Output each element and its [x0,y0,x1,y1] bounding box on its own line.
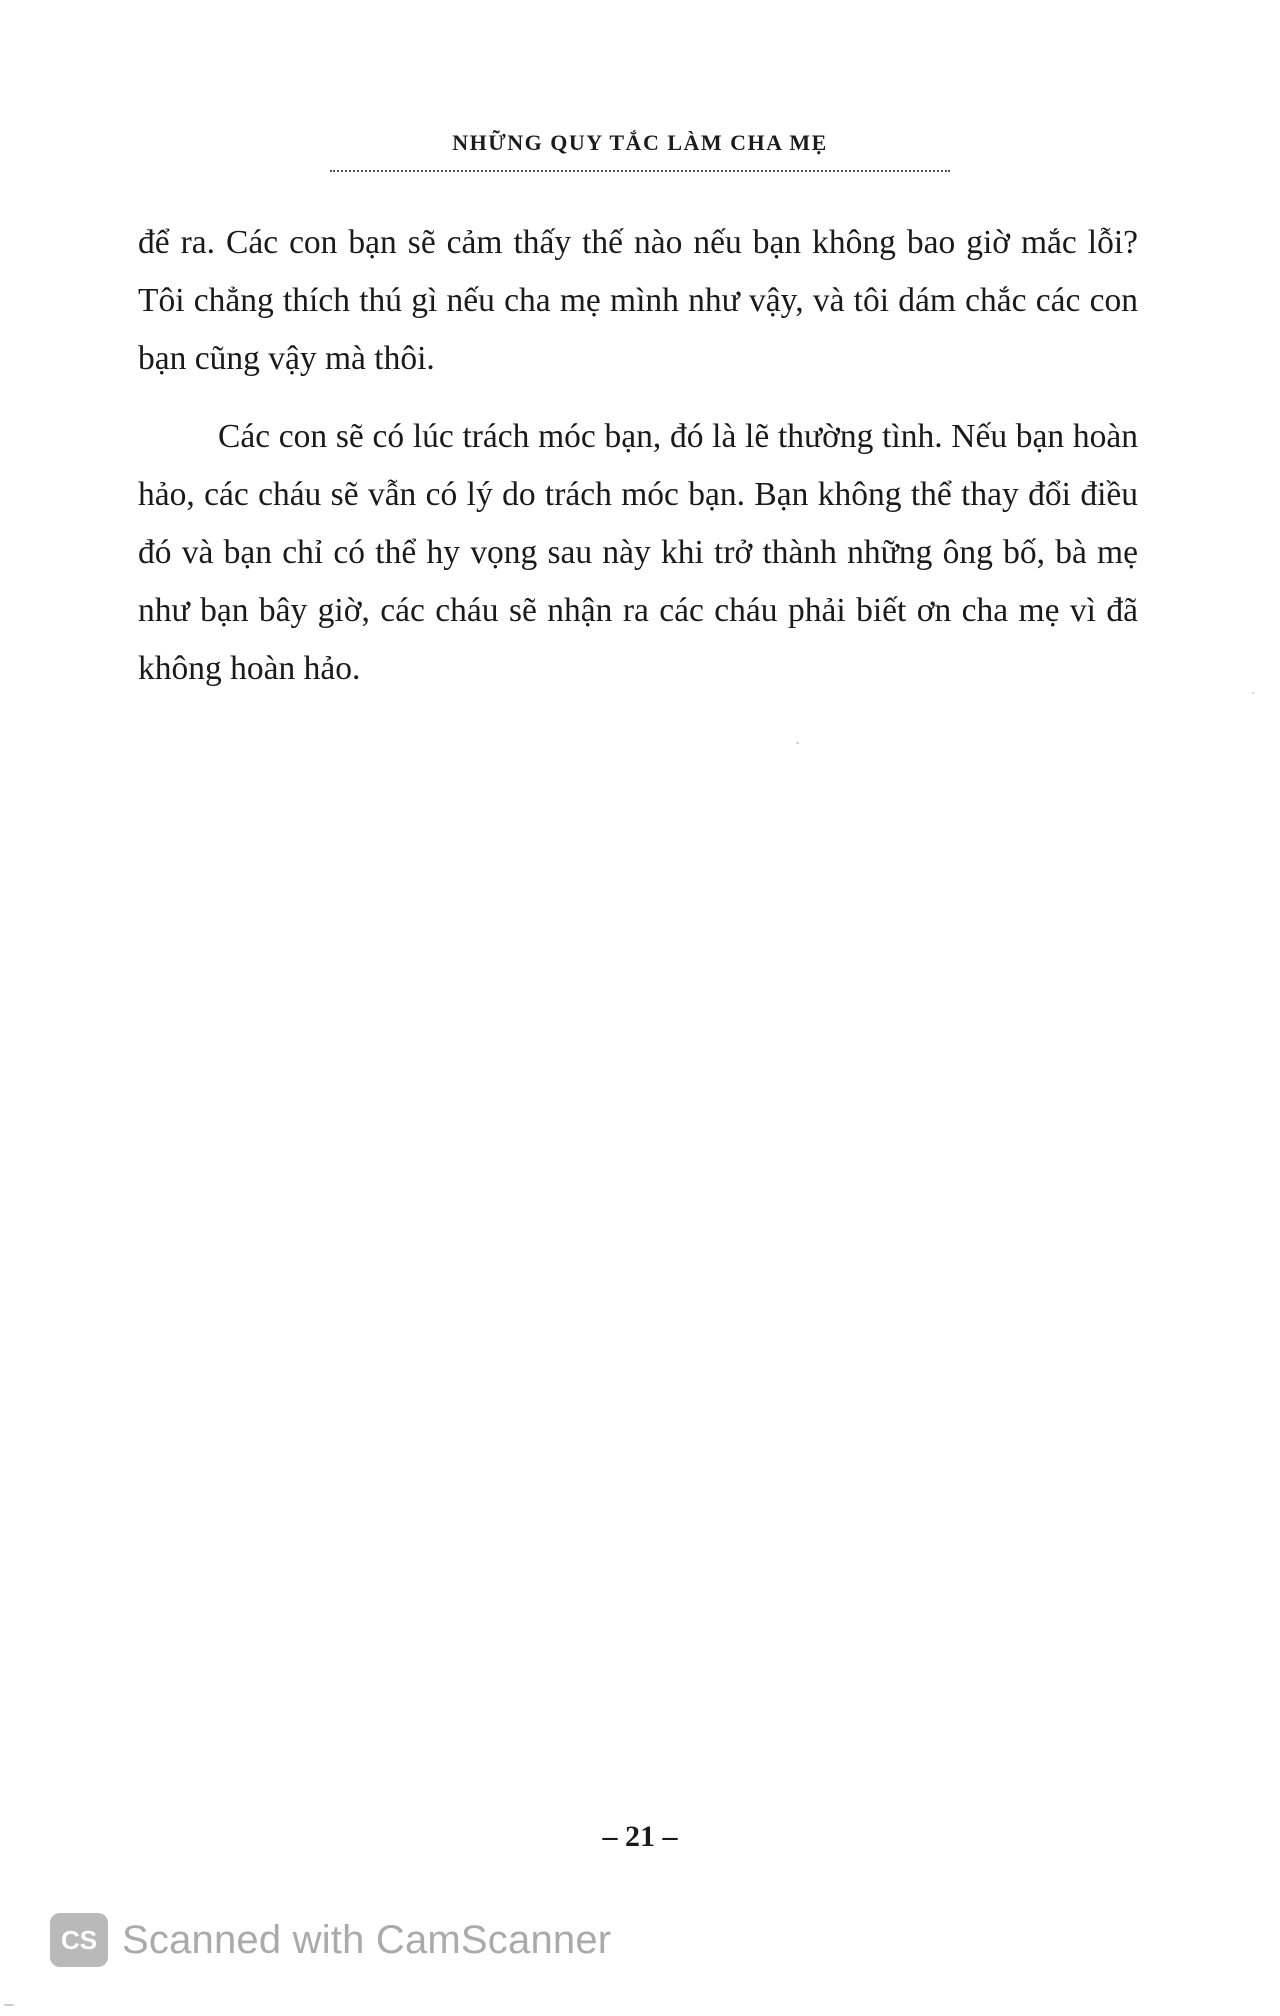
paragraph-2: Các con sẽ có lúc trách móc bạn, đó là lẽ thường tình. Nếu bạn hoàn hảo, các cháu sẽ vẫn có lý do trách móc bạn. Bạn không thể thay đổi điều đó và bạn chỉ có thể hy vọng sau này khi trở thành những ông bố, bà mẹ như bạn bây giờ, các cháu sẽ nhận ra các cháu phải biết ơn cha mẹ vì đã không hoàn hảo. [138,418,1138,687]
header-dotted-rule [330,170,950,172]
scan-speck [1252,692,1254,694]
scan-speck [4,2004,14,2006]
running-header: NHỮNG QUY TẮC LÀM CHA MẸ [452,130,828,155]
page-number: – 21 – [602,1820,678,1853]
watermark-text: Scanned with CamScanner [122,1917,612,1962]
camscanner-cs-logo-icon [50,1913,108,1967]
paragraph-1: để ra. Các con bạn sẽ cảm thấy thế nào nếu bạn không bao giờ mắc lỗi? Tôi chẳng thích thú gì nếu cha mẹ mình như vậy, và tôi dám chắc các con bạn cũng vậy mà thôi. [138,224,1138,377]
scan-speck [796,742,799,744]
scanner-watermark [50,1910,611,1970]
svg-text:CS: CS [60,1925,98,1955]
body-text [138,214,1138,718]
